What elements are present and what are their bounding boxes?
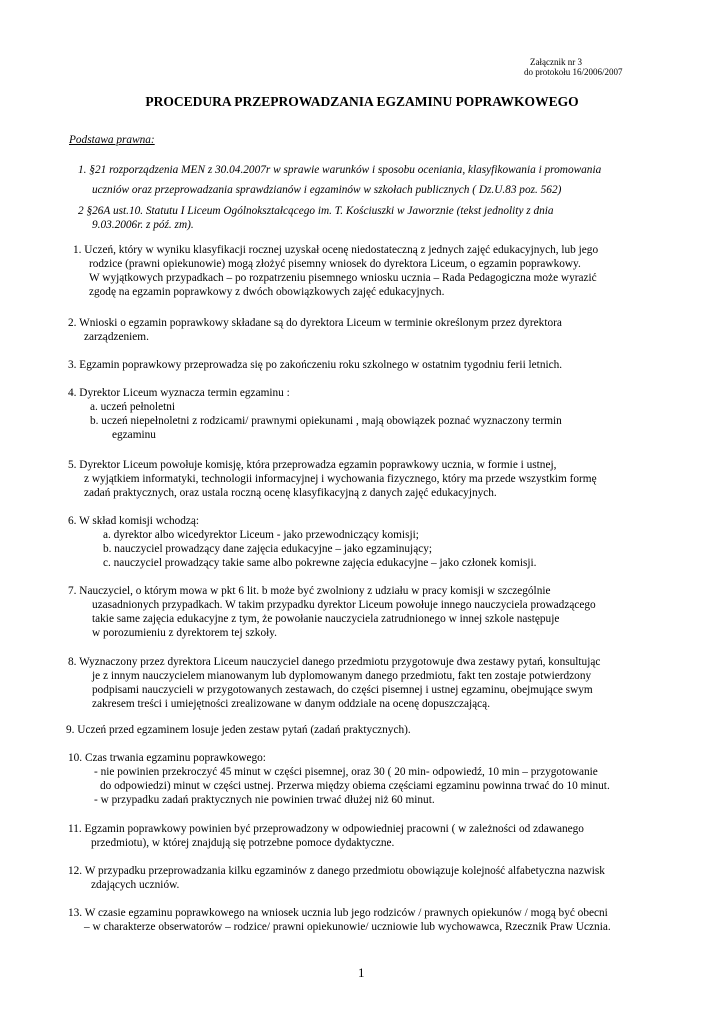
section-8-line: 8. Wyznaczony przez dyrektora Liceum nauczyciel danego przedmiotu przygotowuje dwa zestawy pytań, konsultując: [68, 656, 601, 668]
page-number: 1: [358, 965, 365, 980]
section-7-line: takie same zajęcia edukacyjne z tym, że powołanie nauczyciela zatrudnionego w innej szkole następuje: [92, 613, 560, 625]
section-1-line: zgodę na egzamin poprawkowy z dwóch obowiązkowych zajęć edukacyjnych.: [89, 286, 445, 298]
protocol-label: do protokołu 16/2006/2007: [524, 67, 623, 77]
legal-basis-item-cont: uczniów oraz przeprowadzania sprawdzianów i egzaminów w szkołach publicznych ( Dz.U.83 poz. 562): [92, 184, 562, 196]
section-8-line: podpisami nauczycieli w przygotowanych zestawach, do części pisemnej i ustnej egzaminu, obejmujące swym: [92, 684, 593, 696]
attachment-label: Załącznik nr 3: [530, 57, 582, 67]
section-8-line: je z innym nauczycielem mianowanym lub dyplomowanym danego przedmiotu, fakt ten zostaje potwierdzony: [92, 670, 592, 682]
section-7-line: w porozumieniu z dyrektorem tej szkoły.: [92, 627, 277, 639]
section-7-line: uzasadnionych przypadkach. W takim przypadku dyrektor Liceum powołuje innego nauczyciela prowadzącego: [92, 599, 596, 611]
section-7-line: 7. Nauczyciel, o którym mowa w pkt 6 lit. b może być zwolniony z udziału w pracy komisji w szczególnie: [68, 585, 551, 597]
section-9-line: 9. Uczeń przed egzaminem losuje jeden zestaw pytań (zadań praktycznych).: [66, 724, 411, 736]
section-11-line: 11. Egzamin poprawkowy powinien być przeprowadzony w odpowiedniej pracowni ( w zależności od zdawanego: [68, 823, 584, 835]
section-6-item-b: b. nauczyciel prowadzący dane zajęcia edukacyjne – jako egzaminujący;: [103, 543, 433, 555]
section-12-line: 12. W przypadku przeprowadzania kilku egzaminów z danego przedmiotu obowiązuje kolejność alfabetyczna nazwisk: [68, 865, 605, 877]
page-title: PROCEDURA PRZEPROWADZANIA EGZAMINU POPRAWKOWEGO: [145, 94, 579, 109]
section-6-item-c: c. nauczyciel prowadzący takie same albo pokrewne zajęcia edukacyjne – jako członek komisji.: [103, 557, 537, 569]
section-12-line: zdających uczniów.: [91, 879, 180, 891]
section-1-line: W wyjątkowych przypadkach – po rozpatrzeniu pisemnego wniosku ucznia – Rada Pedagogiczna może wyrazić: [89, 272, 597, 284]
section-3-line: 3. Egzamin poprawkowy przeprowadza się po zakończeniu roku szkolnego w ostatnim tygodniu ferii letnich.: [68, 359, 563, 371]
section-13-line: 13. W czasie egzaminu poprawkowego na wniosek ucznia lub jego rodziców / prawnych opiekunów / mogą być obecni: [68, 907, 608, 919]
section-5-line: zadań praktycznych, oraz ustala roczną ocenę klasyfikacyjną z danych zajęć edukacyjnych.: [84, 487, 497, 499]
section-4-item-b-cont: egzaminu: [112, 429, 156, 441]
section-10-line: - nie powinien przekroczyć 45 minut w części pisemnej, oraz 30 ( 20 min- odpowiedź, 10 min – przygotowanie: [94, 766, 598, 778]
section-5-line: 5. Dyrektor Liceum powołuje komisję, która przeprowadza egzamin poprawkowy ucznia, w formie i ustnej,: [68, 459, 557, 471]
section-11-line: przedmiotu), w której znajdują się potrzebne pomoce dydaktyczne.: [91, 837, 395, 849]
section-6-item-a: a. dyrektor albo wicedyrektor Liceum - jako przewodniczący komisji;: [103, 529, 419, 541]
section-13-line: – w charakterze obserwatorów – rodzice/ prawni opiekunowie/ uczniowie lub wychowawca, Rzecznik Praw Ucznia.: [84, 921, 611, 933]
section-2-line: 2. Wnioski o egzamin poprawkowy składane są do dyrektora Liceum w terminie określonym przez dyrektora: [68, 317, 562, 329]
section-4-item-b: b. uczeń niepełnoletni z rodzicami/ prawnymi opiekunami , mają obowiązek poznać wyznaczony termin: [90, 415, 562, 427]
legal-basis-heading: Podstawa prawna:: [69, 134, 155, 146]
section-4-item-a: a. uczeń pełnoletni: [90, 401, 176, 413]
section-10-intro: 10. Czas trwania egzaminu poprawkowego:: [68, 752, 266, 764]
legal-basis-item-cont: 9.03.2006r. z póź. zm).: [92, 219, 194, 231]
section-2-line: zarządzeniem.: [84, 331, 149, 343]
section-1-line: rodzice (prawni opiekunowie) mogą złożyć pisemny wniosek do dyrektora Liceum, o egzamin poprawkowy.: [89, 258, 581, 270]
section-10-line: do odpowiedzi) minut w części ustnej. Przerwa między obiema częściami egzaminu powinna trwać do 10 minut.: [100, 780, 610, 792]
legal-basis-item: 2 §26A ust.10. Statutu I Liceum Ogólnokształcącego im. T. Kościuszki w Jaworznie (tekst jednolity z dnia: [78, 205, 554, 217]
section-5-line: z wyjątkiem informatyki, technologii informacyjnej i wychowania fizycznego, który ma przede wszystkim formę: [84, 473, 597, 485]
section-6-intro: 6. W skład komisji wchodzą:: [68, 515, 200, 527]
legal-basis-item: 1. §21 rozporządzenia MEN z 30.04.2007r w sprawie warunków i sposobu oceniania, klasyfikowania i promowania: [78, 164, 602, 176]
section-8-line: zakresem treści i umiejętności zrealizowane w danym oddziale na ocenę dopuszczającą.: [92, 698, 491, 710]
section-4-intro: 4. Dyrektor Liceum wyznacza termin egzaminu :: [68, 387, 290, 399]
section-1-line: 1. Uczeń, który w wyniku klasyfikacji rocznej uzyskał ocenę niedostateczną z jednych zajęć edukacyjnych, lub jego: [73, 244, 599, 256]
section-10-line: - w przypadku zadań praktycznych nie powinien trwać dłużej niż 60 minut.: [94, 794, 435, 806]
